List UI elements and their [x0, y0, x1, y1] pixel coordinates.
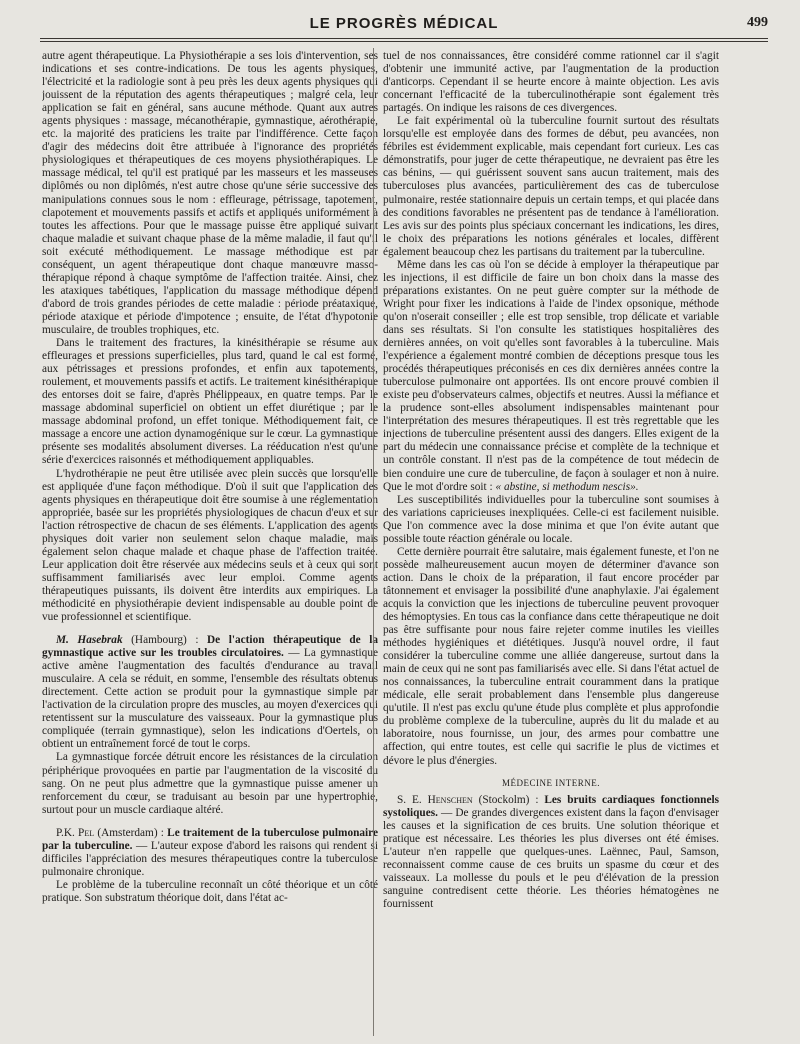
author-initials: S. E. [397, 793, 428, 806]
paragraph: Cette dernière pourrait être salutaire, mais également funeste, et l'on ne possède malheureusement aucun moyen de déterminer d'avance son action. Dans le choix de la préparation, il faut encore procéder par tâtonnement et envisager la possibilité d'une anaphylaxie. J'ai également acquis la conviction que les injections de tuberculine peuvent provoquer des hémoptysies. En tous cas la confiance dans cette thérapeutique ne doit pas être suffisante pour nous faire rejeter comme inutiles les vieilles méthodes hygiéniques et diététiques. Jusqu'à nouvel ordre, il faut considérer la tuberculine comme une alliée dangereuse, surtout dans la main de ceux qui ne sont pas familiarisés avec elle. Si dans l'état actuel de nos connaissances, la tuberculine entrait couramment dans la pratique médicale, elle serait probablement dans l'ensemble plus dangereuse qu'utile. Il n'est pas exclu qu'une étude plus complète et plus approfondie du problème complexe de la tuberculine, auprès du lit du malade et au laboratoire, nous fournisse, un jour, des armes pour combattre une affection, qui entre toutes, est celle qui sacrifie le plus de victimes et dévore le plus d'énergies. [383, 545, 719, 767]
abstract-text: — La gymnastique active amène l'augmentation des facultés d'endurance au travail musculaire. A cela se réduit, en somme, l'ensemble des résultats obtenus directement. Cette action se produit pour la gymnastique simple par l'activation de la circulation propre des muscles, au moyen d'exercices qui retentissent sur la musculature des vaisseaux. Pour la gymnastique plus compliquée (terrain gymnastique), selon les indications d'Oertels, on obtient un entraînement forcé de tout le corps. [42, 647, 378, 751]
abstract-pel [42, 827, 378, 879]
left-column [42, 50, 378, 1035]
paragraph: tuel de nos connaissances, être considéré comme rationnel car il s'agit d'obtenir une immunité active, par l'augmentation de la production d'anticorps. Cependant il se heurte encore à mainte objection. Les avis concernant l'efficacité de la tuberculinothérapie sont également très partagés. On indique les raisons de ces divergences. [383, 50, 719, 115]
author-city: (Hambourg) : [122, 634, 208, 647]
author-name: Henschen [427, 793, 473, 806]
header-rule-top [40, 38, 768, 39]
author-name: M. Hasebrak [56, 634, 123, 647]
article-title: Les bruits cardiaques fonctionnels systoliques. [383, 793, 719, 819]
page-header [40, 12, 768, 38]
column-divider [373, 48, 374, 1036]
paragraph: Le problème de la tuberculine reconnaît un côté théorique et un côté pratique. Son substratum théorique doit, dans l'état ac- [42, 878, 378, 904]
article-title: Le traitement de la tuberculose pulmonaire par la tuberculine. [42, 826, 378, 852]
right-column [383, 50, 719, 1035]
paragraph: Les susceptibilités individuelles pour la tuberculine sont soumises à des variations capricieuses inexpliquées. Celle-ci est facilement nuisible. Que l'on commence avec la dose minima et que l'on évite autant que possible toute réaction générale ou locale. [383, 493, 719, 545]
header-rule-bottom [40, 41, 768, 42]
page-number: 499 [747, 15, 768, 30]
author-name: P.K. Pel [56, 826, 95, 839]
abstract-henschen [383, 794, 719, 911]
abstract-hasebrak [42, 634, 378, 751]
abstract-text: — De grandes divergences existent dans la façon d'envisager les causes et la signification de ces bruits. Une solution théorique et pratique est nécessaire. Les théories les plus diverses ont été émises. L'auteur n'en rappelle que quelques-unes. Laënnec, Paul, Samson, reconnaissent comme cause de ces bruits un spasme du cœur et des vaisseaux. La mollesse du pouls et le peu d'élévation de la pression sanguine contredisent cette théorie. Les théories hématogènes ne fournissent [383, 806, 719, 910]
author-city: (Stockolm) : [472, 793, 545, 806]
paragraph: L'hydrothérapie ne peut être utilisée avec plein succès que lorsqu'elle est appliquée d'une façon méthodique. D'où il suit que l'application des agents physiques en thérapeutique doit être soumise à une réglementation appropriée, basée sur les propriétés physiologiques de chacun d'eux et sur l'action rétrospective de chacun de ses éléments. L'application des agents physiques doit varier non seulement selon chaque maladie, mais également selon chaque malade et chaque phase de l'affection traitée. Leur application doit être réservée aux médecins seuls et à ceux qui sont suffisamment familiarisés avec leur emploi. Comme agents thérapeutiques puissants, ils doivent être interdits aux empiriques. La méthodicité en physiothérapie devient indispensable au double point de vue professionnel et scientifique. [42, 467, 378, 624]
section-heading: MÉDECINE INTERNE. [502, 777, 600, 788]
paragraph [383, 259, 719, 494]
running-title: LE PROGRÈS MÉDICAL [309, 15, 499, 32]
abstract-text: — L'auteur expose d'abord les raisons qui rendent si difficiles l'appréciation des mesures thérapeutiques contre la tuberculose pulmonaire chronique. [42, 839, 378, 878]
paragraph-text: Même dans les cas où l'on se décide à employer la thérapeutique par les injections, il est difficile de faire un bon choix dans la masse des préparations existantes. On ne peut guère compter sur la méthode de Wright pour fixer les indications à l'aide de l'index opsonique, méthode qu'on n'oserait conseiller ; elle est trop sensible, trop délicate et variable dans ses résultats. Si l'on consulte les statistiques hospitalières des dernières années, on voit qu'elles sont favorables à la tuberculine. Mais l'expérience a également montré combien de déceptions presque tous les procédés thérapeutiques préconisés en ces dix dernières années contre la tuberculose pulmonaire ont apportées. Ils ont encore prouvé combien il existe peu d'observateurs calmes, objectifs et neutres. Aussi la méfiance et la prudence sont-elles absolument indispensables maintenant pour l'interprétation des mesures thérapeutiques. Il est très regrettable que les injections de tuberculine présentent aussi des dangers. Elles exigent de la part du médecin une connaissance précise et complète de la technique et un contrôle constant. Il n'est pas de la compétence de tout médecin de bien conduire une cure de tuberculine, de façon à soulager et non à nuire. Que le mot d'ordre soit : [383, 258, 719, 493]
article-title: De l'action thérapeutique de la gymnastique active sur les troubles circulatoires. [42, 634, 378, 660]
paragraph: Dans le traitement des fractures, la kinésithérapie se résume aux effleurages et pressions superficielles, plus tard, quand le cal est formé, aux pétrissages et pressions profondes, et enfin aux tapotements, roulement, et mouvements passifs et actifs. Le traitement kinésithérapique des entorses doit se faire, d'après Phélippeaux, en quatre temps. Par le massage abdominal superficiel on obtient un effet diurétique ; par le massage abdominal profond, un effet tonique. Méthodiquement fait, ce massage a encore une action dynamogénique sur le cœur. La gymnastique présente ses modalités absolument diverses. La rééducation n'est qu'une série d'exercices raisonnés et méthodiquement appliquables. [42, 337, 378, 467]
paragraph: La gymnastique forcée détruit encore les résistances de la circulation périphérique provoquées en partie par l'augmentation de la viscosité du sang. On ne peut plus admettre que la gymnastique puisse amener un renforcement du cœur, se traduisant au besoin par une hypertrophie, surtout pour un muscle cardiaque altéré. [42, 751, 378, 816]
latin-quote: « abstine, si methodum nescis». [495, 480, 639, 493]
author-city: (Amsterdam) : [94, 826, 168, 839]
paragraph: Le fait expérimental où la tuberculine fournit surtout des résultats lorsqu'elle est employée dans des formes de début, peu avancées, non fébriles est évidemment explicable, mais cependant fort curieux. Les cas démonstratifs, pour juger de cette thérapeutique, ne devraient pas être les cas bénins, — qui guérissent souvent sans aucun traitement, mais des tuberculoses plus avancées, particulièrement des cas de tuberculose pulmonaire, restée stationnaire depuis un certain temps, et qui placée dans des conditions favorables ne présentent pas de tendance à l'amélioration. Les avis sur des points plus spéciaux concernant les indications, les dires, le choix des préparations les notions générales et locales, diffèrent également beaucoup chez les partisans du traitement par la tuberculine. [383, 115, 719, 258]
paragraph: autre agent thérapeutique. La Physiothérapie a ses lois d'intervention, ses indications et ses contre-indications. De tous les agents physiques, l'électricité et la radiologie sont à peu près les deux agents physiques qui jouissent de la réputation des agents thérapeutiques ; malgré cela, leur application se fait en général, sans aucune méthode. Quant aux autres agents physiques : massage, mécanothérapie, gymnastique, aérothérapie, etc. la majorité des praticiens les traite par l'indifférence. Cette façon d'agir des médecins doit être attribuée à l'ignorance des propriétés physiologiques et thérapeutiques de ces moyens physiothérapiques. Le massage médical, tel qu'il est pratiqué par les masseurs et les masseuses diplômés ou non diplômés, n'est autre chose qu'une série successive des manipulations connues sous le nom : effleurage, pétrissage, tapotement, clapotement et mouvements passifs et actifs et appliqués uniformément à toutes les affections. Pour que le massage puisse être appliqué suivant chaque maladie et suivant chaque phase de la même maladie, il faut qu'il soit exécuté méthodiquement. Le massage méthodique est par conséquent, un agent thérapeutique dont chaque manœuvre masso-thérapique répond à chaque symptôme de l'affection traitée. Ainsi, chez les ataxiques tabétiques, l'application du massage méthodique dépend d'abord de trois grandes périodes de cette maladie : période préataxique, période ataxique et période d'impotence ; ensuite, de l'état d'hypotonie musculaire, de troubles trophiques, etc. [42, 50, 378, 336]
